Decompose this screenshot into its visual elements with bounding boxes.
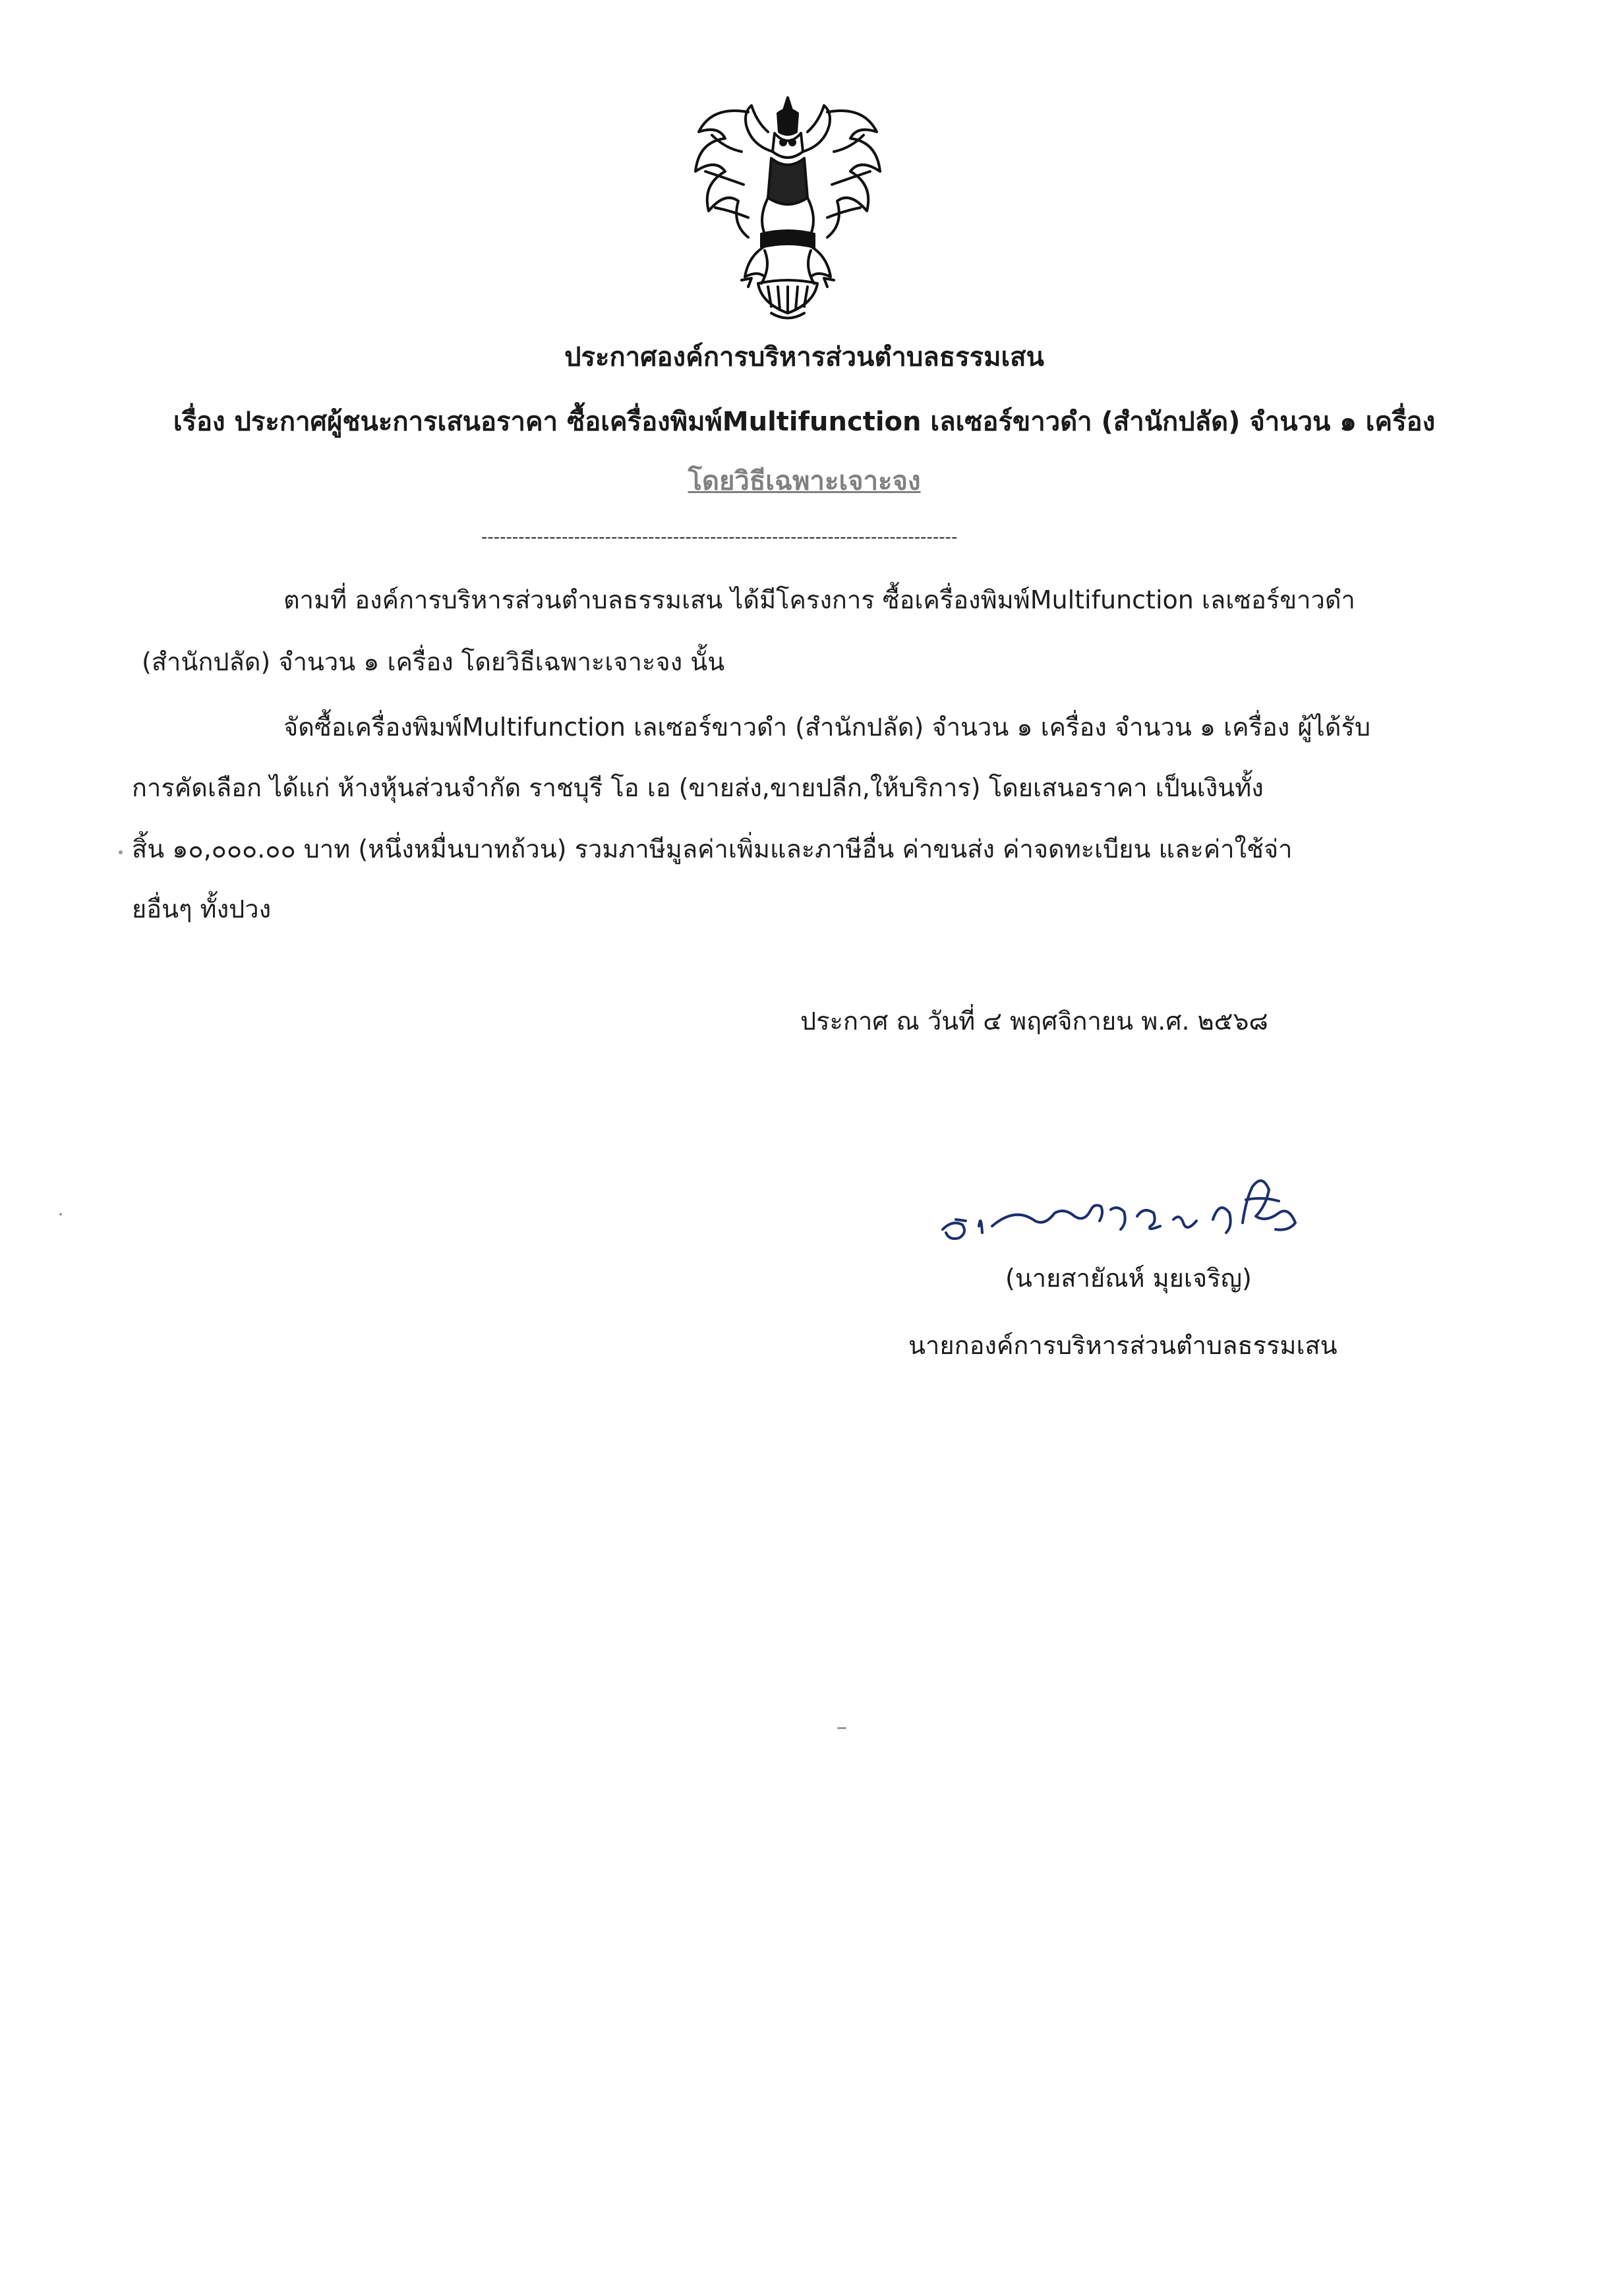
paragraph-1-line-1: ตามที่ องค์การบริหารส่วนตำบลธรรมเสน ได้มีโครงการ ซื้อเครื่องพิมพ์Multifunction เลเซอร์ขาวดำ (283, 585, 1355, 614)
garuda-emblem-icon (686, 86, 890, 330)
paragraph-2-line-4: ยอื่นๆ ทั้งปวง (132, 895, 272, 924)
scan-speck (59, 1213, 62, 1216)
paragraph-2-line-3: สิ้น ๑๐,๐๐๐.๐๐ บาท (หนึ่งหมื่นบาทถ้วน) รวมภาษีมูลค่าเพิ่มและภาษีอื่น ค่าขนส่ง ค่าจดทะเบียน และค่าใช้จ่า (132, 835, 1293, 864)
paragraph-1-line-2: (สำนักปลัด) จำนวน ๑ เครื่อง โดยวิธีเฉพาะเจาะจง นั้น (142, 647, 725, 676)
announcement-title: ประกาศองค์การบริหารส่วนตำบลธรรมเสน (564, 342, 1044, 372)
procurement-method-text: โดยวิธีเฉพาะเจาะจง (688, 466, 921, 496)
paragraph-2-line-2: การคัดเลือก ได้แก่ ห้างหุ้นส่วนจำกัด ราชบุรี โอ เอ (ขายส่ง,ขายปลีก,ให้บริการ) โดยเสนอราคา เป็นเงินทั้ง (132, 773, 1264, 802)
scan-speck (837, 1727, 846, 1729)
procurement-method (79, 464, 1529, 498)
scan-speck (119, 850, 123, 854)
divider-line: ----------------------------------------------------------------------------- (481, 527, 958, 547)
paragraph-2-line-1: จัดซื้อเครื่องพิมพ์Multifunction เลเซอร์ขาวดำ (สำนักปลัด) จำนวน ๑ เครื่อง จำนวน ๑ เครื่อง ผู้ได้รับ (283, 713, 1370, 742)
announcement-date: ประกาศ ณ วันที่ ๔ พฤศจิกายน พ.ศ. ๒๕๖๘ (800, 1007, 1268, 1036)
signer-name: (นายสายัณห์ มุยเจริญ) (1005, 1264, 1252, 1293)
signer-title: นายกองค์การบริหารส่วนตำบลธรรมเสน (908, 1331, 1338, 1360)
handwritten-signature (936, 1160, 1312, 1252)
announcement-subject: เรื่อง ประกาศผู้ชนะการเสนอราคา ซื้อเครื่องพิมพ์Multifunction เลเซอร์ขาวดำ (สำนักปลัด) จำนวน ๑ เครื่อง (173, 407, 1436, 437)
